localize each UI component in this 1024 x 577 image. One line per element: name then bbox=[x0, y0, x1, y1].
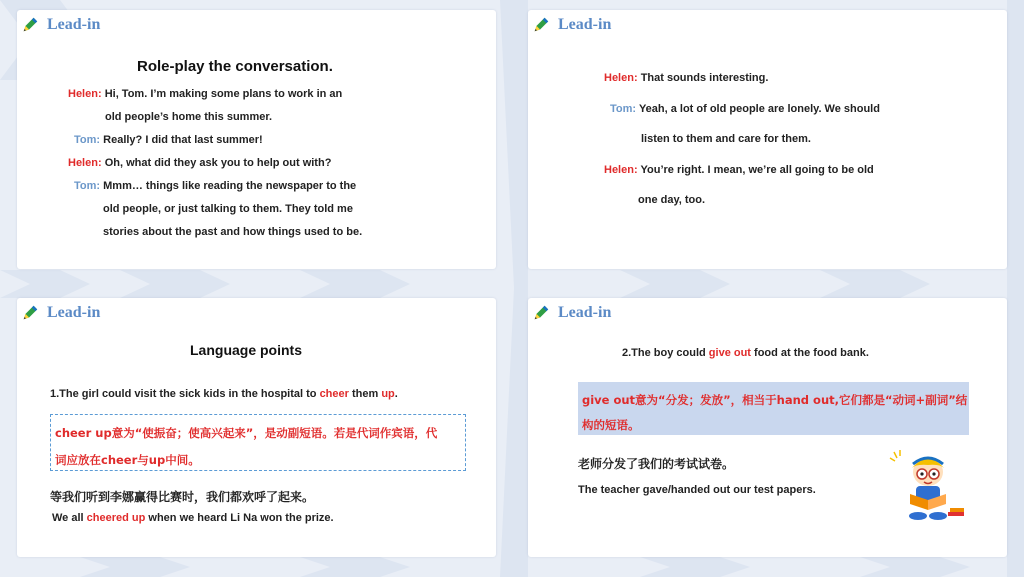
slide-title: Language points bbox=[190, 342, 302, 358]
slide-header bbox=[532, 302, 611, 324]
header-label: Lead-in bbox=[558, 16, 612, 33]
slide-language-points-1[interactable] bbox=[17, 298, 496, 557]
speaker-label: Helen: bbox=[68, 88, 102, 100]
reading-boy-illustration bbox=[886, 448, 972, 528]
header-label: Lead-in bbox=[47, 304, 101, 321]
pencil-icon bbox=[532, 304, 550, 322]
dialogue-line: Mmm… things like reading the newspaper to the bbox=[103, 180, 357, 192]
dialogue-line: stories about the past and how things used to be. bbox=[103, 226, 363, 238]
speaker-label: Tom: bbox=[74, 180, 101, 192]
example-english: The teacher gave/handed out our test papers. bbox=[578, 484, 816, 496]
dialogue-line: Yeah, a lot of old people are lonely. We should bbox=[638, 103, 880, 115]
note-line: 词应放在cheer与up中间。 bbox=[55, 453, 200, 467]
speaker-label: Tom: bbox=[610, 103, 637, 115]
dialogue-line: old people, or just talking to them. They told me bbox=[103, 203, 353, 215]
slide-role-play-2[interactable] bbox=[528, 10, 1007, 269]
example-chinese: 老师分发了我们的考试试卷。 bbox=[578, 457, 735, 471]
header-label: Lead-in bbox=[47, 16, 101, 33]
example-sentence-1: 1.The girl could visit the sick kids in the hospital to cheer them up. bbox=[50, 388, 398, 400]
note-line: cheer up意为“使振奋；使高兴起来”，是动副短语。若是代词作宾语，代 bbox=[55, 426, 438, 440]
speaker-label: Tom: bbox=[74, 134, 101, 146]
example-chinese: 等我们听到李娜赢得比赛时，我们都欢呼了起来。 bbox=[50, 490, 315, 504]
slide-title: Role-play the conversation. bbox=[137, 58, 333, 75]
dialogue-line: Oh, what did they ask you to help out with? bbox=[104, 157, 332, 169]
dialogue-line: That sounds interesting. bbox=[640, 72, 769, 84]
slide-role-play-1[interactable] bbox=[17, 10, 496, 269]
example-sentence-2: 2.The boy could give out food at the food bank. bbox=[622, 347, 869, 359]
dialogue-line: listen to them and care for them. bbox=[641, 133, 811, 145]
speaker-label: Helen: bbox=[68, 157, 102, 169]
slide-header bbox=[21, 302, 100, 324]
note-line: 构的短语。 bbox=[582, 418, 640, 432]
pencil-icon bbox=[532, 16, 550, 34]
speaker-label: Helen: bbox=[604, 164, 638, 176]
slide-language-points-2[interactable] bbox=[528, 298, 1007, 557]
header-label: Lead-in bbox=[558, 304, 612, 321]
example-english: We all cheered up when we heard Li Na won the prize. bbox=[52, 512, 334, 524]
speaker-label: Helen: bbox=[604, 72, 638, 84]
slide-header bbox=[532, 14, 611, 36]
dialogue-line: old people’s home this summer. bbox=[105, 111, 273, 123]
dialogue-line: one day, too. bbox=[638, 194, 706, 206]
dialogue-line: Really? I did that last summer! bbox=[103, 134, 263, 146]
pencil-icon bbox=[21, 304, 39, 322]
note-line: give out意为“分发；发放”，相当于hand out,它们都是“动词+副词”结 bbox=[582, 393, 968, 407]
slide-header bbox=[21, 14, 100, 36]
dialogue-line: You’re right. I mean, we’re all going to be old bbox=[640, 164, 874, 176]
pencil-icon bbox=[21, 16, 39, 34]
dialogue-line: Hi, Tom. I’m making some plans to work in an bbox=[104, 88, 343, 100]
